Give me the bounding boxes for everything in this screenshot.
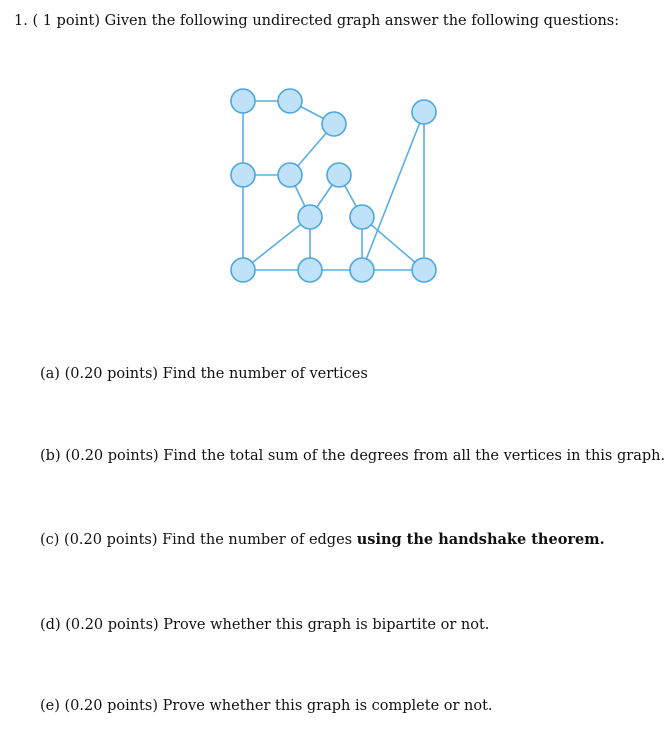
part-e-label: (e) xyxy=(40,698,60,714)
graph-edge-n8-n10 xyxy=(243,217,310,270)
question-points: ( 1 point) xyxy=(32,13,101,29)
part-a-label: (a) xyxy=(40,366,60,382)
graph-vertex-n1 xyxy=(231,89,255,113)
graph-edge-n4-n12 xyxy=(362,112,424,270)
part-c-bold-text: using the handshake theorem. xyxy=(356,531,605,548)
graph-vertex-n9 xyxy=(350,205,374,229)
graph-vertex-n8 xyxy=(298,205,322,229)
part-d-label: (d) xyxy=(40,617,61,633)
graph-vertex-n4 xyxy=(412,100,436,124)
graph-vertex-n11 xyxy=(298,258,322,282)
part-e-points: (0.20 points) xyxy=(64,698,158,714)
graph-vertex-n3 xyxy=(322,112,346,136)
part-e xyxy=(40,697,493,715)
part-d-text: Prove whether this graph is bipartite or not. xyxy=(163,617,490,633)
graph-vertex-n12 xyxy=(350,258,374,282)
part-b-label: (b) xyxy=(40,448,61,464)
part-b xyxy=(40,447,665,465)
part-b-points: (0.20 points) xyxy=(65,448,159,464)
graph-vertex-n2 xyxy=(278,89,302,113)
part-e-text: Prove whether this graph is complete or not. xyxy=(162,698,493,714)
part-a-points: (0.20 points) xyxy=(64,366,159,382)
part-b-text: Find the total sum of the degrees from all the vertices in this graph. xyxy=(163,448,665,464)
graph-vertex-n5 xyxy=(231,163,255,187)
part-c-points: (0.20 points) xyxy=(64,532,158,548)
graph-vertex-n7 xyxy=(327,163,351,187)
part-a xyxy=(40,365,368,383)
question-prompt: Given the following undirected graph answer the following questions: xyxy=(104,13,620,29)
part-d-points: (0.20 points) xyxy=(65,617,159,633)
part-a-text: Find the number of vertices xyxy=(162,366,368,382)
part-c-label: (c) xyxy=(40,532,60,548)
question-number: 1. xyxy=(14,13,28,29)
part-c-text: Find the number of edges xyxy=(162,532,353,548)
graph-vertex-n10 xyxy=(231,258,255,282)
part-c xyxy=(40,531,605,549)
graph-vertex-n13 xyxy=(412,258,436,282)
part-d xyxy=(40,616,489,634)
graph-vertex-n6 xyxy=(278,163,302,187)
